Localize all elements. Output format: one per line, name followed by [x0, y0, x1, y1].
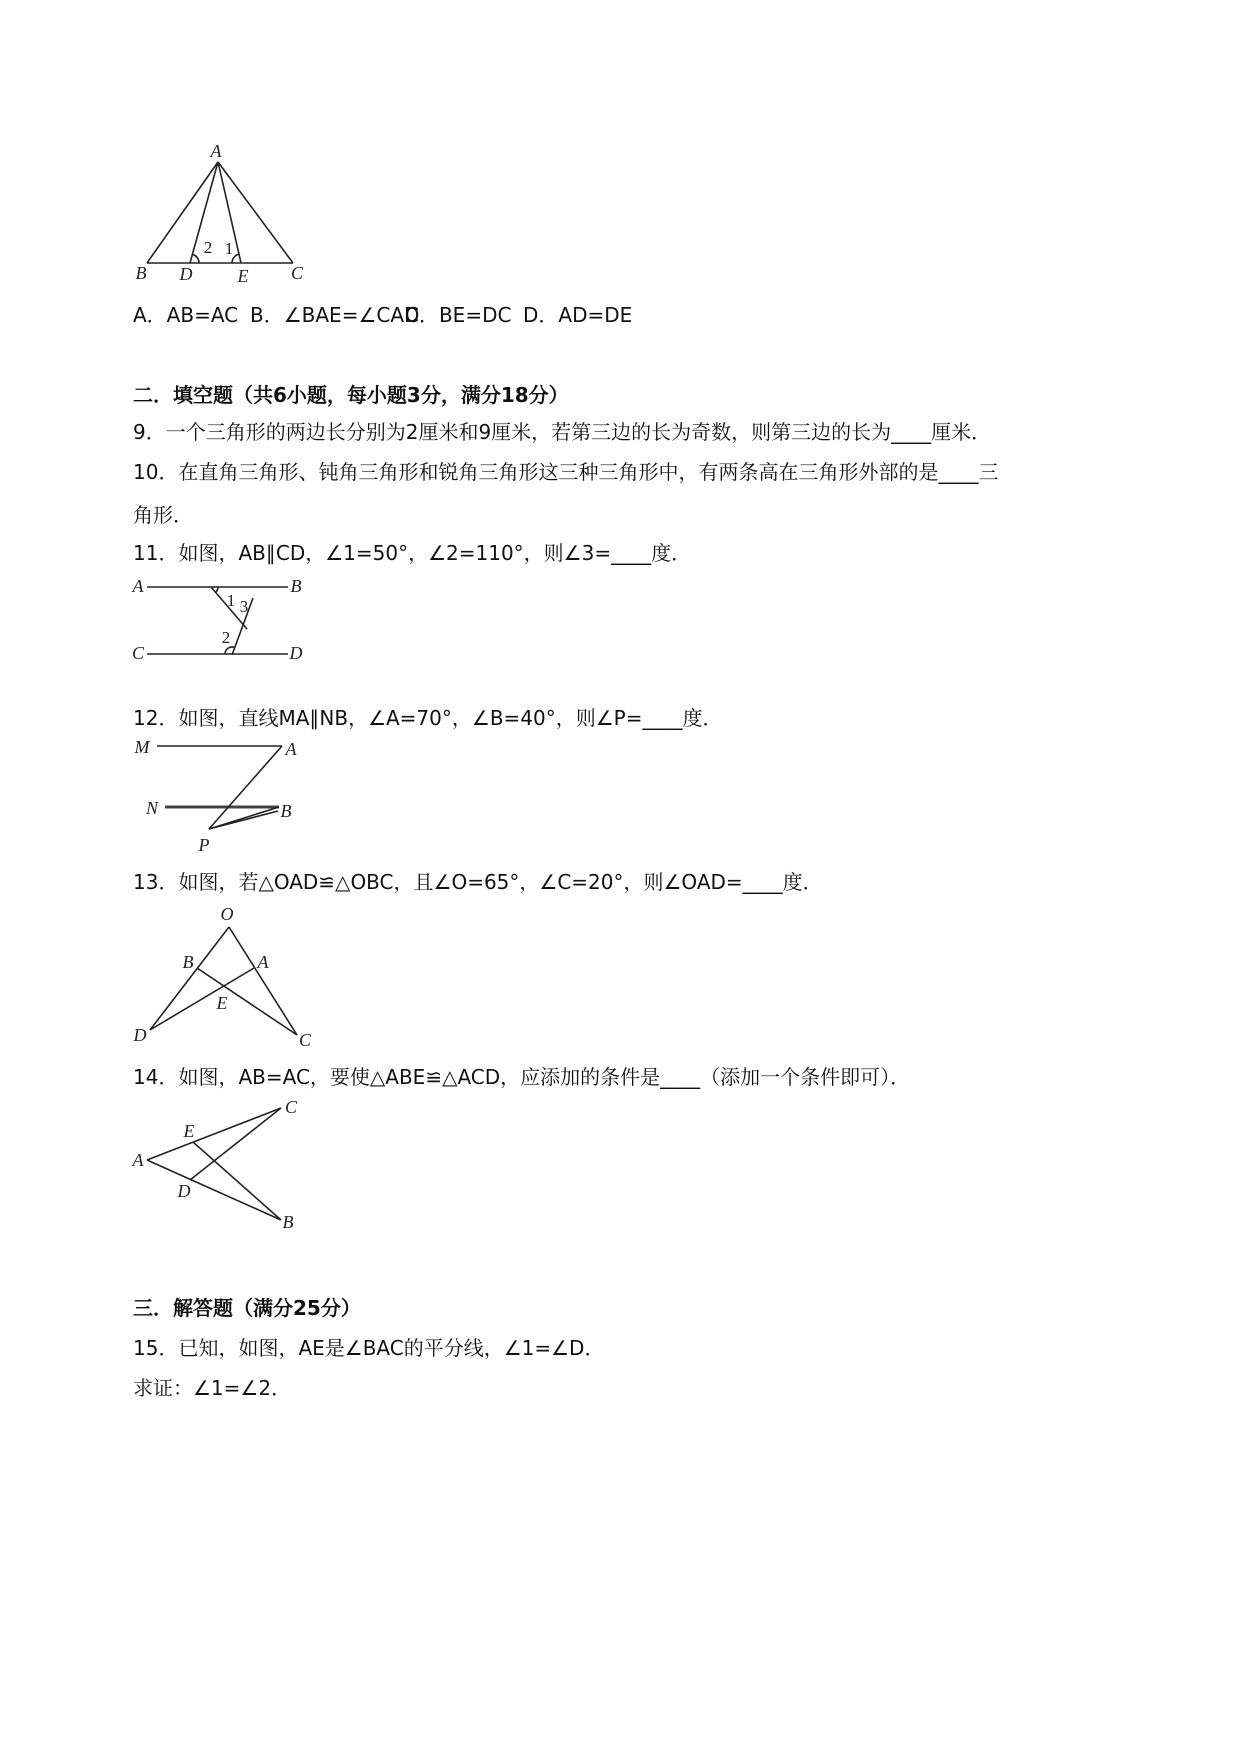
question-9: 9．一个三角形的两边长分别为2厘米和9厘米，若第三边的长为奇数，则第三边的长为____厘米．: [133, 420, 992, 444]
option-b: B．∠BAE=∠CAD: [250, 303, 420, 327]
option-d: D．AD=DE: [523, 303, 633, 327]
label-angle-2: 2: [221, 628, 231, 647]
question-12: 12．如图，直线MA∥NB，∠A=70°，∠B=40°，则∠P=____度．: [133, 706, 723, 730]
segment-AC: [147, 1108, 281, 1160]
label-E: E: [216, 993, 228, 1013]
label-B: B: [280, 801, 292, 821]
section3-heading: 三．解答题（满分25分）: [133, 1296, 361, 1320]
question-15-prove: 求证：∠1=∠2．: [133, 1376, 292, 1400]
question-10-line2: 角形．: [133, 503, 193, 527]
label-B: B: [182, 952, 194, 972]
label-C: C: [298, 1030, 312, 1050]
label-B: B: [290, 576, 302, 596]
label-E: E: [237, 266, 249, 286]
question-14: 14．如图，AB=AC，要使△ABE≌△ACD，应添加的条件是____（添加一个条件即可）．: [133, 1065, 911, 1089]
label-D: D: [133, 1025, 147, 1045]
segment-OC: [229, 927, 297, 1035]
label-A: A: [257, 952, 269, 972]
label-angle-3: 3: [239, 597, 249, 616]
segment-DC: [190, 1108, 281, 1180]
label-C: C: [284, 1097, 298, 1117]
label-A: A: [285, 739, 297, 759]
label-N: N: [145, 798, 159, 818]
segment-AB: [147, 1160, 281, 1220]
segment-DA: [150, 968, 254, 1030]
label-D: D: [177, 1181, 191, 1201]
label-M: M: [134, 737, 150, 757]
label-A: A: [132, 576, 144, 596]
label-angle-2: 2: [203, 238, 213, 257]
segment-AP: [209, 746, 282, 829]
label-A: A: [210, 141, 222, 161]
label-E: E: [183, 1121, 195, 1141]
question-10-line1: 10．在直角三角形、钝角三角形和锐角三角形这三种三角形中，有两条高在三角形外部的是____三: [133, 460, 999, 484]
label-C: C: [131, 643, 145, 663]
label-O: O: [220, 904, 234, 924]
q11-parallel-lines-figure: [130, 572, 310, 672]
q8-triangle-figure: [130, 140, 320, 290]
label-angle-1: 1: [224, 239, 234, 258]
label-D: D: [289, 643, 303, 663]
segment-PB-lower: [209, 811, 278, 829]
label-C: C: [290, 263, 304, 283]
option-c: C．BE=DC: [405, 303, 512, 327]
q12-parallel-lines-figure: [130, 735, 305, 857]
q14-congruent-triangles-figure: [130, 1095, 305, 1235]
question-13: 13．如图，若△OAD≌△OBC，且∠O=65°，∠C=20°，则∠OAD=____度．: [133, 870, 823, 894]
label-P: P: [198, 835, 210, 855]
question-15-given: 15．已知，如图，AE是∠BAC的平分线，∠1=∠D．: [133, 1336, 605, 1360]
label-D: D: [179, 264, 193, 284]
label-A: A: [132, 1150, 144, 1170]
question-11: 11．如图，AB∥CD，∠1=50°，∠2=110°，则∠3=____度．: [133, 541, 692, 565]
segment-EB: [193, 1142, 281, 1220]
segment-BC: [197, 968, 297, 1035]
label-angle-1: 1: [226, 591, 236, 610]
angle-2-arc: [192, 254, 199, 263]
label-B: B: [282, 1212, 294, 1232]
q13-congruent-triangles-figure: [130, 900, 320, 1055]
label-B: B: [135, 263, 147, 283]
option-a: A．AB=AC: [133, 303, 239, 327]
section2-heading: 二．填空题（共6小题，每小题3分，满分18分）: [133, 383, 569, 407]
segment-OD: [150, 927, 229, 1030]
